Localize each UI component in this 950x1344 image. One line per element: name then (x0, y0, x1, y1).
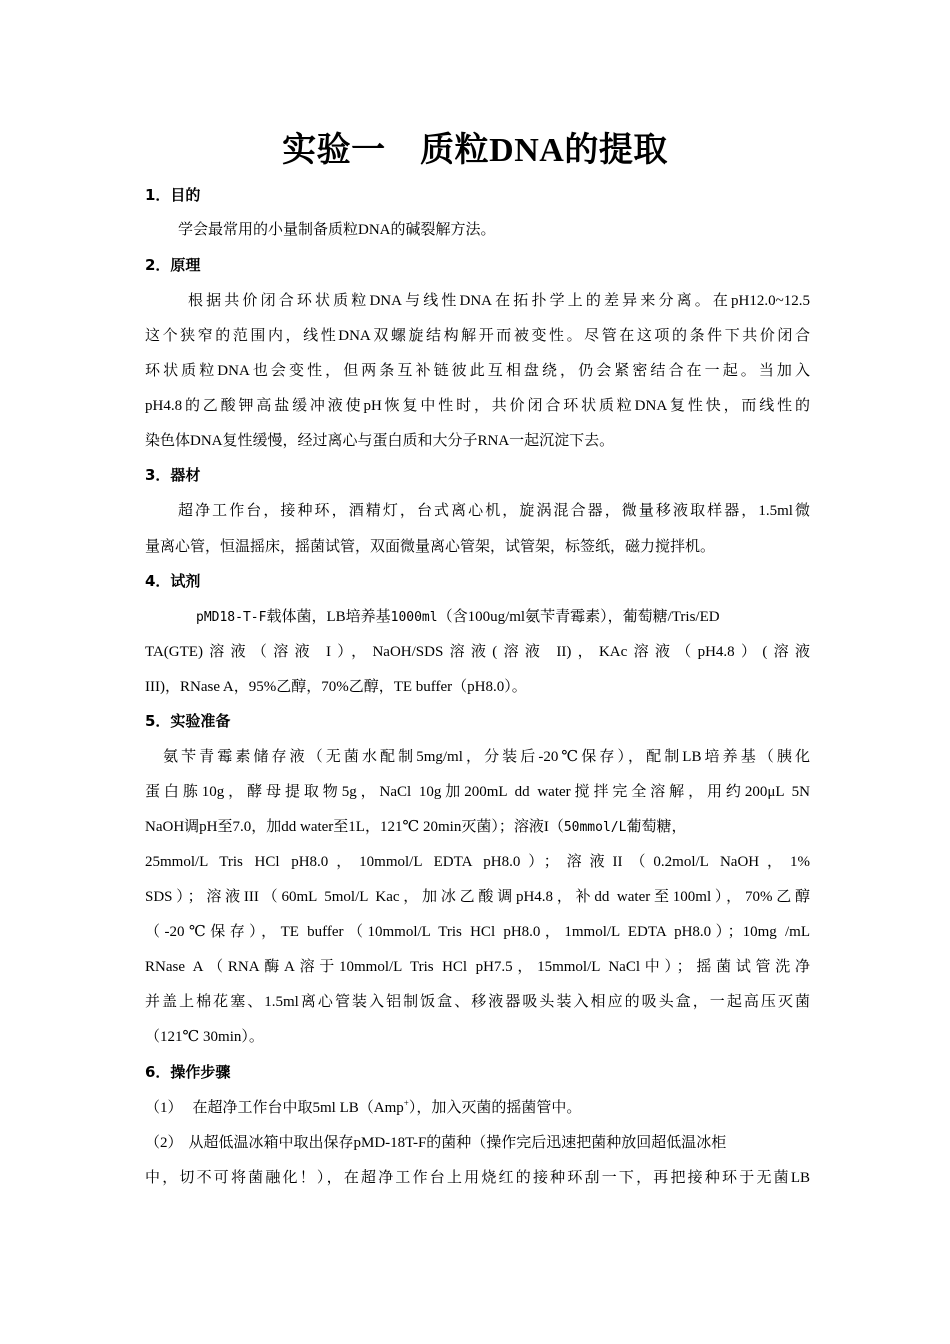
section-heading-equipment: 3．器材 (145, 466, 201, 484)
procedure-step-2 (145, 1131, 726, 1152)
step-1-text-a: 在超净工作台中取5ml LB（Amp (192, 1100, 404, 1116)
principle-line-4: pH4.8的乙酸钾高盐缓冲液使pH恢复中性时，共价闭合环状质粒DNA复性快，而线性的 (145, 398, 810, 414)
preparation-line-3 (145, 815, 815, 836)
preparation-line-7: RNase A（RNA酶A溶于10mmol/L Tris HCl pH7.5，15mmol/L NaCl中）；摇菌试管洗净 (145, 959, 810, 975)
preparation-line-6: （-20℃保存），TE buffer（10mmol/L Tris HCl pH8.0，1mmol/L EDTA pH8.0）；10mg /mL (145, 924, 810, 940)
procedure-step-1 (145, 1096, 581, 1117)
reagents-volume: 1000ml (390, 610, 438, 625)
procedure-step-2-continued: 中，切不可将菌融化！），在超净工作台上用烧红的接种环刮一下，再把接种环于无菌LB (145, 1170, 810, 1186)
preparation-line-1: 氨苄青霉素储存液（无菌水配制5mg/ml，分装后-20℃保存），配制LB培养基（胰化 (163, 749, 810, 765)
preparation-line-3b: 50mmol/L (563, 820, 627, 835)
step-2-text-a: 从超低温冰箱中取出保存pMD-18T-F的菌种（操作完后迅速把菌种放回超低温冰柜 (188, 1135, 727, 1151)
step-1-text-b: ），加入灭菌的摇菌管中。 (408, 1100, 582, 1116)
reagents-line-2: TA(GTE)溶液（溶液 I），NaOH/SDS溶液(溶液 II)，KAc溶液（pH4.8）(溶液 (145, 644, 810, 660)
preparation-line-2: 蛋白胨10g，酵母提取物5g，NaCl 10g加200mL dd water搅拌完全溶解，用约200μL 5N (145, 784, 810, 800)
preparation-line-3c: 葡萄糖， (626, 819, 687, 835)
preparation-line-5: SDS）；溶液III（60mL 5mol/L Kac，加冰乙酸调pH4.8，补dd water至100ml），70%乙醇 (145, 889, 810, 905)
purpose-text: 学会最常用的小量制备质粒DNA的碱裂解方法。 (178, 222, 496, 238)
preparation-line-8: 并盖上棉花塞、1.5ml离心管装入铝制饭盒、移液器吸头装入相应的吸头盒，一起高压灭菌 (145, 994, 810, 1010)
reagents-line-1 (196, 605, 810, 626)
section-heading-procedure: 6．操作步骤 (145, 1063, 231, 1081)
preparation-line-9: （121℃ 30min）。 (145, 1029, 264, 1045)
page-title: 实验一 质粒DNA的提取 (282, 132, 668, 169)
step-1-number: （1） (145, 1100, 183, 1116)
principle-line-1: 根据共价闭合环状质粒DNA与线性DNA在拓扑学上的差异来分离。在pH12.0~12.5 (188, 293, 810, 309)
reagents-line-3: III)，RNase A，95%乙醇，70%乙醇，TE buffer（pH8.0）。 (145, 679, 527, 695)
step-2-number: （2） (145, 1135, 183, 1151)
preparation-line-3a: NaOH调pH至7.0，加dd water至1L，121℃ 20min灭菌）；溶液I（ (145, 819, 564, 835)
section-heading-principle: 2．原理 (145, 256, 201, 274)
principle-line-2: 这个狭窄的范围内，线性DNA双螺旋结构解开而被变性。尽管在这项的条件下共价闭合 (145, 328, 810, 344)
reagents-strain: pMD18-T-F (196, 610, 267, 625)
preparation-line-4: 25mmol/L Tris HCl pH8.0，10mmol/L EDTA pH8.0）；溶液II（0.2mol/L NaOH，1% (145, 854, 810, 870)
section-heading-purpose: 1．目的 (145, 186, 201, 204)
equipment-line-1: 超净工作台，接种环，酒精灯，台式离心机，旋涡混合器，微量移液取样器，1.5ml微 (178, 503, 810, 519)
section-heading-reagents: 4．试剂 (145, 572, 201, 590)
step-1-superscript: + (403, 1098, 409, 1108)
reagents-medium: 载体菌，LB培养基 (266, 609, 391, 625)
equipment-line-2: 量离心管，恒温摇床，摇菌试管，双面微量离心管架，试管架，标签纸，磁力搅拌机。 (145, 539, 716, 555)
section-heading-preparation: 5．实验准备 (145, 712, 231, 730)
reagents-rest: （含100ug/ml氨苄青霉素），葡萄糖/Tris/ED (437, 609, 720, 625)
principle-line-5: 染色体DNA复性缓慢，经过离心与蛋白质和大分子RNA一起沉淀下去。 (145, 433, 615, 449)
principle-line-3: 环状质粒DNA也会变性，但两条互补链彼此互相盘绕，仍会紧密结合在一起。当加入 (145, 363, 810, 379)
